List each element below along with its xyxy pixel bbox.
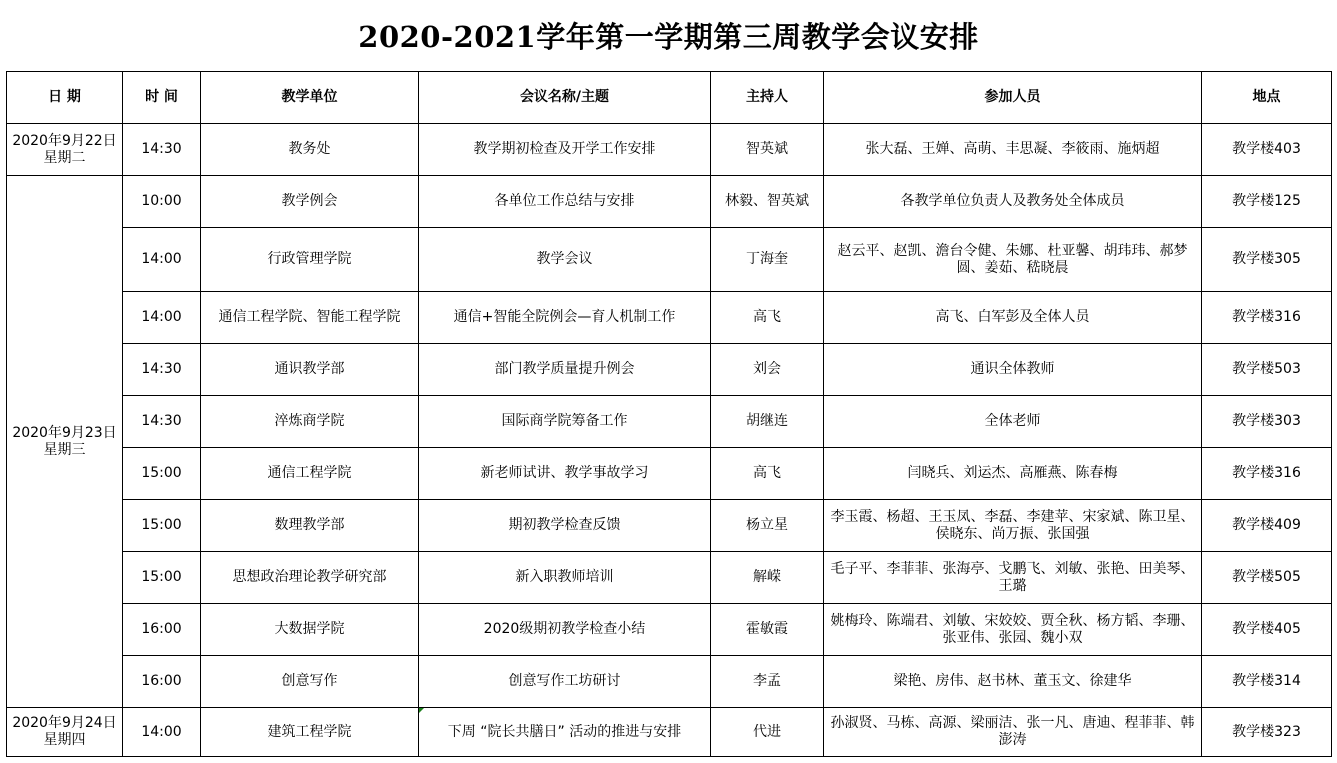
host-cell: 解嵘	[711, 552, 824, 604]
unit-cell: 思想政治理论教学研究部	[201, 552, 419, 604]
unit-cell: 数理教学部	[201, 500, 419, 552]
time-cell: 14:30	[123, 124, 201, 176]
header-host: 主持人	[711, 72, 824, 124]
comment-marker-icon	[419, 708, 424, 713]
topic-cell: 教学期初检查及开学工作安排	[419, 124, 711, 176]
date-text: 2020年9月24日	[12, 715, 117, 731]
weekday-text: 星期三	[43, 441, 86, 458]
table-row	[7, 656, 1332, 708]
header-topic: 会议名称/主题	[419, 72, 711, 124]
topic-cell: 新老师试讲、教学事故学习	[419, 448, 711, 500]
participants-cell: 赵云平、赵凯、澹台令健、朱娜、杜亚馨、胡玮玮、郝梦圆、姜茹、嵇晓晨	[824, 228, 1202, 292]
table-row	[7, 552, 1332, 604]
host-cell: 高飞	[711, 292, 824, 344]
weekday-text: 星期二	[43, 149, 86, 166]
time-cell: 15:00	[123, 500, 201, 552]
time-cell: 15:00	[123, 448, 201, 500]
topic-text: 下周 “院长共膳日” 活动的推进与安排	[447, 723, 682, 740]
host-cell: 高飞	[711, 448, 824, 500]
topic-cell: 创意写作工坊研讨	[419, 656, 711, 708]
location-cell: 教学楼323	[1202, 708, 1332, 757]
date-cell	[7, 176, 123, 708]
participants-cell: 高飞、白军彭及全体人员	[824, 292, 1202, 344]
location-cell: 教学楼314	[1202, 656, 1332, 708]
topic-cell: 新入职教师培训	[419, 552, 711, 604]
participants-cell: 各教学单位负责人及教务处全体成员	[824, 176, 1202, 228]
unit-cell: 通信工程学院	[201, 448, 419, 500]
date-text: 2020年9月23日	[12, 424, 117, 441]
topic-cell: 各单位工作总结与安排	[419, 176, 711, 228]
location-cell: 教学楼125	[1202, 176, 1332, 228]
unit-cell: 大数据学院	[201, 604, 419, 656]
header-location: 地点	[1202, 72, 1332, 124]
time-cell: 15:00	[123, 552, 201, 604]
participants-cell: 全体老师	[824, 396, 1202, 448]
header-unit: 教学单位	[201, 72, 419, 124]
unit-cell: 行政管理学院	[201, 228, 419, 292]
location-cell: 教学楼409	[1202, 500, 1332, 552]
topic-cell: 国际商学院筹备工作	[419, 396, 711, 448]
topic-cell: 2020级期初教学检查小结	[419, 604, 711, 656]
unit-cell: 教学例会	[201, 176, 419, 228]
table-row	[7, 604, 1332, 656]
topic-cell: 通信+智能全院例会—育人机制工作	[419, 292, 711, 344]
host-cell: 林毅、智英斌	[711, 176, 824, 228]
table-row	[7, 500, 1332, 552]
location-cell: 教学楼316	[1202, 448, 1332, 500]
participants-cell: 梁艳、房伟、赵书林、董玉文、徐建华	[824, 656, 1202, 708]
host-cell: 智英斌	[711, 124, 824, 176]
host-cell: 霍敏霞	[711, 604, 824, 656]
header-row	[7, 72, 1332, 124]
topic-cell: 部门教学质量提升例会	[419, 344, 711, 396]
participants-cell: 张大磊、王婵、高萌、丰思凝、李筱雨、施炳超	[824, 124, 1202, 176]
host-cell: 李孟	[711, 656, 824, 708]
topic-cell: 教学会议	[419, 228, 711, 292]
host-cell: 刘会	[711, 344, 824, 396]
table-row	[7, 344, 1332, 396]
location-cell: 教学楼503	[1202, 344, 1332, 396]
participants-cell: 姚梅玲、陈端君、刘敏、宋姣姣、贾全秋、杨方韬、李珊、张亚伟、张园、魏小双	[824, 604, 1202, 656]
date-cell	[7, 124, 123, 176]
time-cell: 14:00	[123, 708, 201, 757]
unit-cell: 通识教学部	[201, 344, 419, 396]
table-row	[7, 292, 1332, 344]
time-cell: 14:00	[123, 292, 201, 344]
participants-cell: 闫晓兵、刘运杰、高雁燕、陈春梅	[824, 448, 1202, 500]
participants-cell: 李玉霞、杨超、王玉凤、李磊、李建苹、宋家斌、陈卫星、侯晓东、尚万振、张国强	[824, 500, 1202, 552]
time-cell: 16:00	[123, 656, 201, 708]
topic-cell	[419, 708, 711, 757]
host-cell: 丁海奎	[711, 228, 824, 292]
location-cell: 教学楼405	[1202, 604, 1332, 656]
schedule-table	[6, 71, 1332, 757]
unit-cell: 教务处	[201, 124, 419, 176]
time-cell: 14:00	[123, 228, 201, 292]
table-row	[7, 228, 1332, 292]
host-cell: 杨立星	[711, 500, 824, 552]
host-cell: 胡继连	[711, 396, 824, 448]
date-text: 2020年9月22日	[12, 132, 117, 149]
unit-cell: 创意写作	[201, 656, 419, 708]
location-cell: 教学楼305	[1202, 228, 1332, 292]
location-cell: 教学楼316	[1202, 292, 1332, 344]
participants-cell: 孙淑贤、马栋、高源、梁丽洁、张一凡、唐迪、程菲菲、韩澎涛	[824, 708, 1202, 757]
table-row	[7, 448, 1332, 500]
participants-cell: 毛子平、李菲菲、张海亭、戈鹏飞、刘敏、张艳、田美琴、王璐	[824, 552, 1202, 604]
table-row	[7, 708, 1332, 757]
unit-cell: 通信工程学院、智能工程学院	[201, 292, 419, 344]
header-participants: 参加人员	[824, 72, 1202, 124]
header-time: 时 间	[123, 72, 201, 124]
table-row	[7, 396, 1332, 448]
table-row	[7, 176, 1332, 228]
participants-cell: 通识全体教师	[824, 344, 1202, 396]
date-cell	[7, 708, 123, 757]
page-title: 2020-2021学年第一学期第三周教学会议安排	[358, 19, 979, 54]
unit-cell: 淬炼商学院	[201, 396, 419, 448]
table-row	[7, 124, 1332, 176]
location-cell: 教学楼303	[1202, 396, 1332, 448]
time-cell: 10:00	[123, 176, 201, 228]
weekday-text: 星期四	[43, 732, 86, 748]
location-cell: 教学楼403	[1202, 124, 1332, 176]
time-cell: 14:30	[123, 344, 201, 396]
header-date: 日 期	[7, 72, 123, 124]
time-cell: 14:30	[123, 396, 201, 448]
host-cell: 代进	[711, 708, 824, 757]
time-cell: 16:00	[123, 604, 201, 656]
topic-cell: 期初教学检查反馈	[419, 500, 711, 552]
location-cell: 教学楼505	[1202, 552, 1332, 604]
unit-cell: 建筑工程学院	[201, 708, 419, 757]
